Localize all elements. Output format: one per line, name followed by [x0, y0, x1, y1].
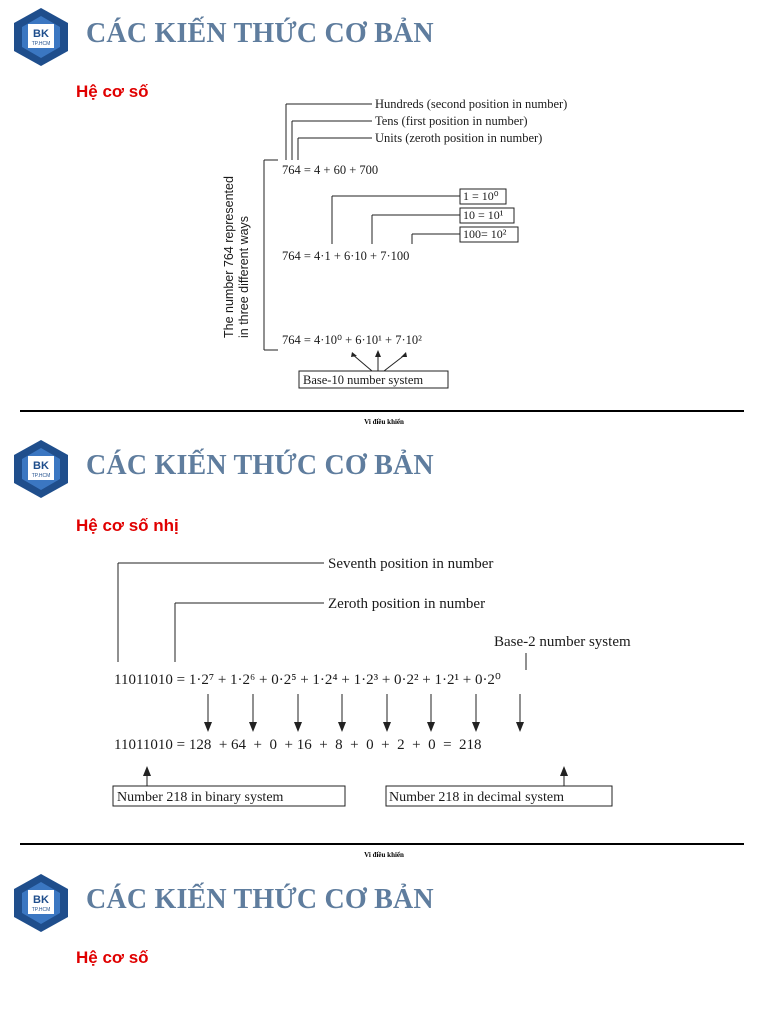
decimal-equation: 11011010 = 128 + 64 + 0 + 16 + 8 + 0 + 2 + 0 = 218 [114, 737, 482, 753]
binary-equation: 11011010 = 1·2⁷ + 1·2⁶ + 0·2⁵ + 1·2⁴ + 1·2³ + 0·2² + 1·2¹ + 0·2⁰ [114, 672, 501, 688]
slide-subtitle: Hệ cơ số [76, 82, 149, 101]
label-seventh: Seventh position in number [328, 556, 494, 572]
base10-label: Base-10 number system [303, 373, 424, 387]
decimal-figure [0, 0, 768, 420]
logo-text: BK [33, 460, 49, 472]
slide-divider-1 [20, 410, 744, 412]
slide-subtitle: Hệ cơ số [76, 948, 149, 967]
conversion-arrows [208, 694, 520, 726]
binary-box-label: Number 218 in binary system [117, 790, 284, 805]
slide-divider-2 [20, 843, 744, 845]
side-label-line-2: in three different ways [237, 215, 251, 338]
slide-2 [0, 432, 768, 852]
slide-title: CÁC KIẾN THỨC CƠ BẢN [86, 884, 434, 915]
slide-subtitle: Hệ cơ số nhị [76, 516, 179, 535]
side-label-line-1: The number 764 represented [222, 176, 236, 338]
equation-1: 764 = 4 + 60 + 700 [282, 163, 379, 177]
slide-footer-2: Vi điều khiển [364, 851, 404, 859]
slide-1 [0, 0, 768, 420]
logo-subtext: TP.HCM [31, 907, 51, 913]
label-tens: Tens (first position in number) [375, 114, 528, 128]
logo-subtext: TP.HCM [31, 473, 51, 479]
power-box-3: 100= 10² [463, 227, 507, 241]
power-box-2: 10 = 10¹ [463, 208, 504, 222]
slide-title: CÁC KIẾN THỨC CƠ BẢN [86, 450, 434, 481]
equation-3: 764 = 4·10⁰ + 6·10¹ + 7·10² [282, 333, 422, 347]
label-hundreds: Hundreds (second position in number) [375, 97, 568, 111]
logo-text: BK [33, 28, 49, 40]
slide-3 [0, 866, 768, 1024]
slide-footer-1: Vi điều khiển [364, 418, 404, 426]
equation-2: 764 = 4·1 + 6·10 + 7·100 [282, 249, 410, 263]
binary-figure [0, 432, 768, 852]
logo-text: BK [33, 894, 49, 906]
label-units: Units (zeroth position in number) [375, 131, 543, 145]
power-box-1: 1 = 10⁰ [463, 189, 499, 203]
slide-title: CÁC KIẾN THỨC CƠ BẢN [86, 18, 434, 49]
decimal-box-label: Number 218 in decimal system [389, 790, 564, 805]
label-base2: Base-2 number system [494, 634, 631, 650]
logo-subtext: TP.HCM [31, 41, 51, 47]
label-zeroth: Zeroth position in number [328, 596, 486, 612]
bk-logo [10, 872, 72, 934]
